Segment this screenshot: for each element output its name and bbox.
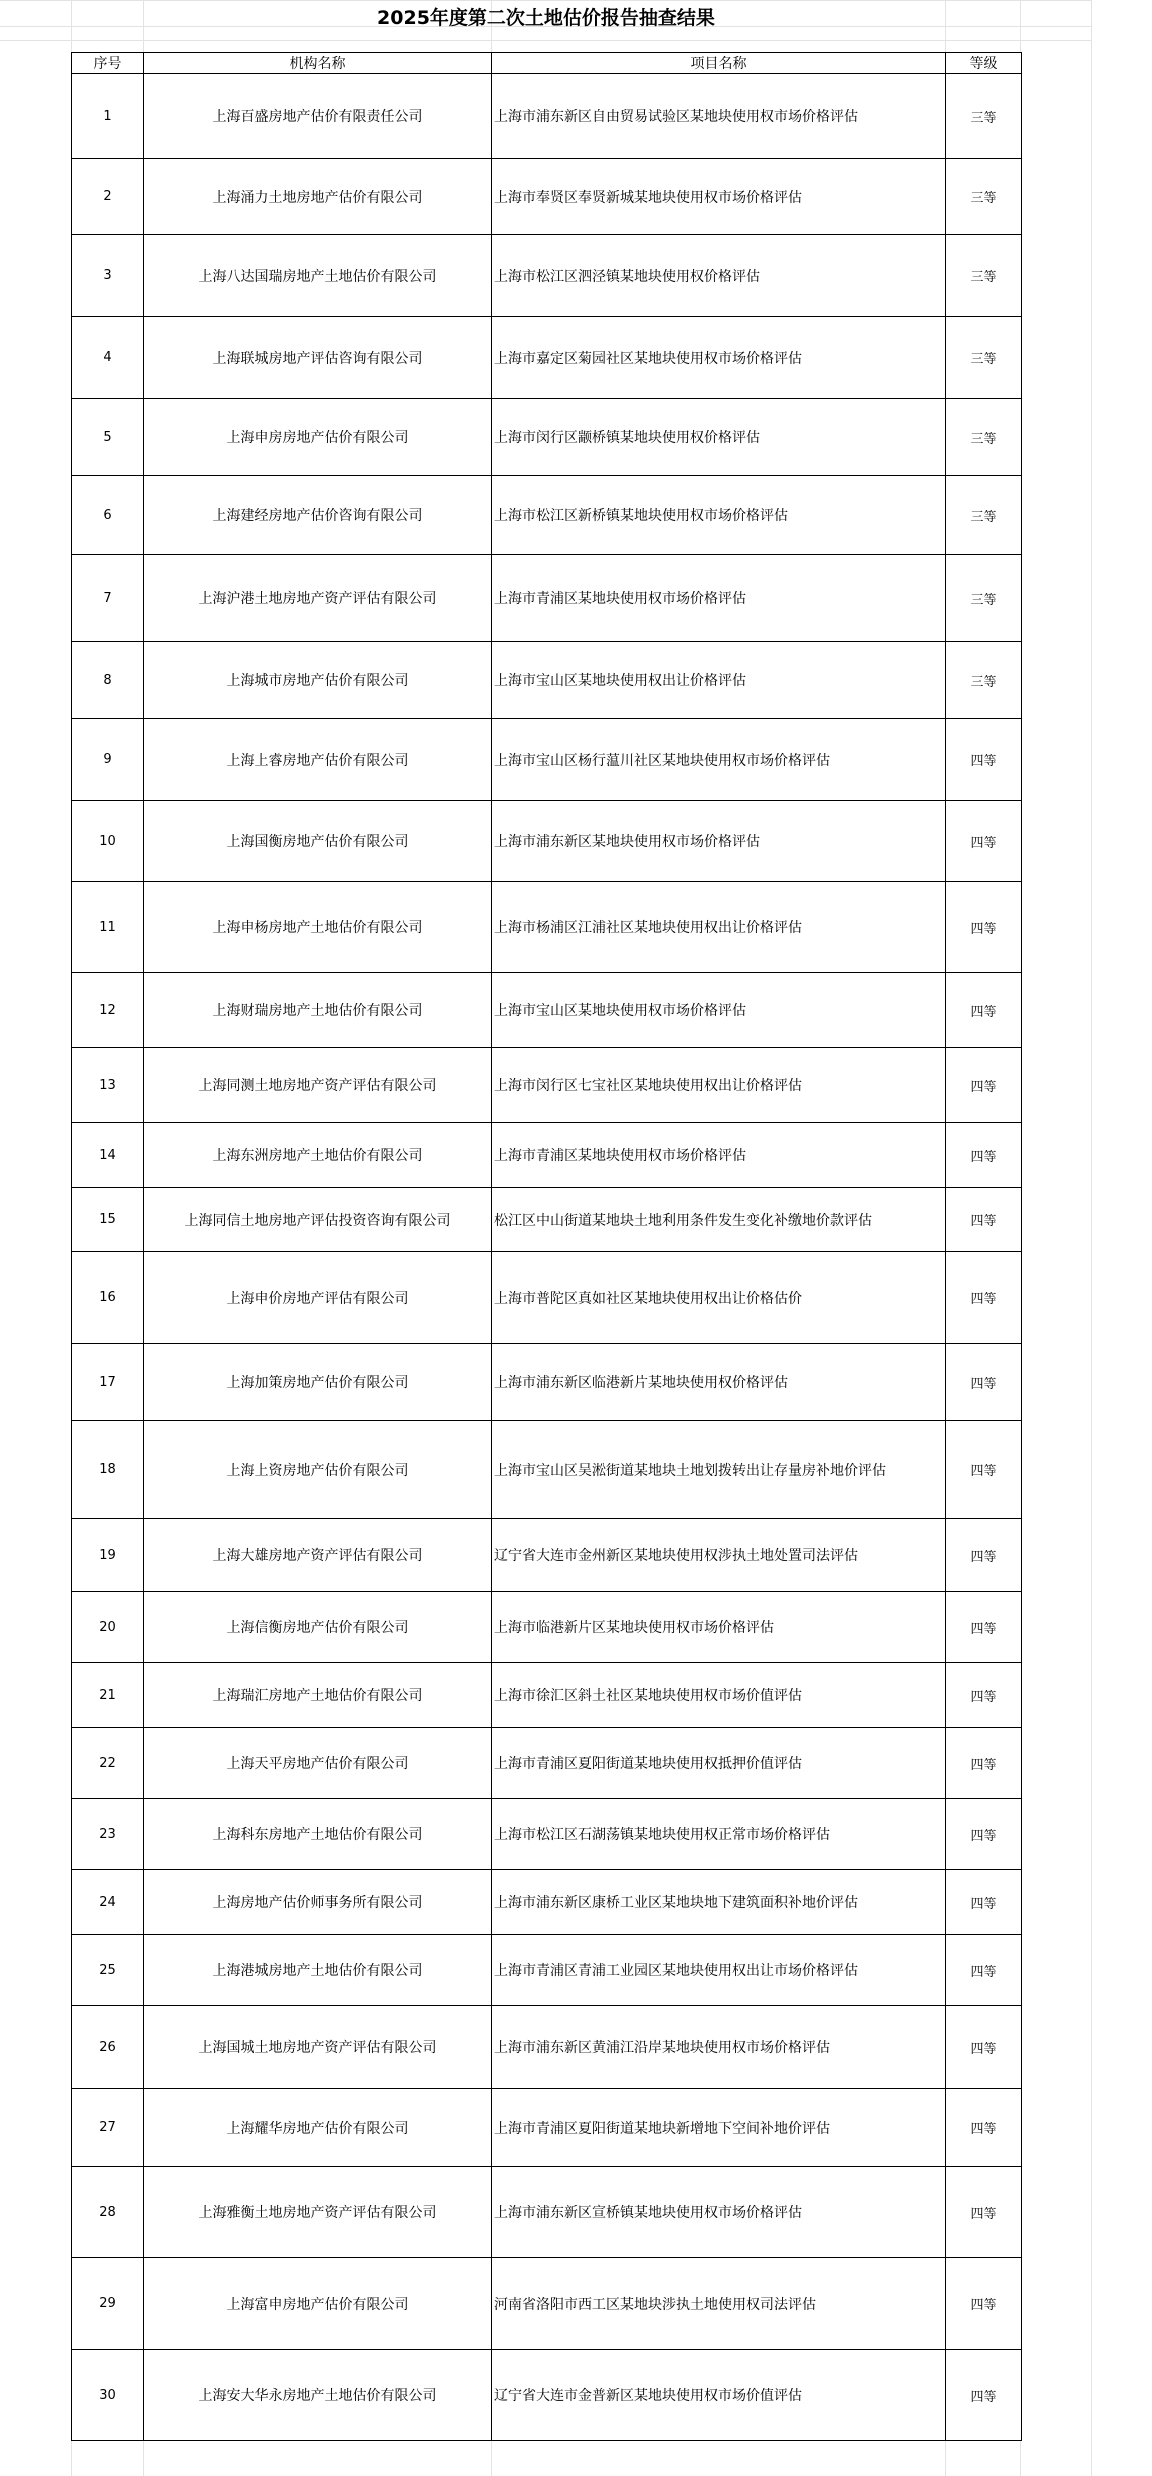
cell-org[interactable]: 上海港城房地产土地估价有限公司 [144, 1935, 492, 2006]
cell-grade[interactable]: 四等 [946, 2006, 1022, 2089]
cell-seq[interactable]: 3 [72, 235, 144, 317]
cell-seq[interactable]: 26 [72, 2006, 144, 2089]
cell-org[interactable]: 上海瑞汇房地产土地估价有限公司 [144, 1663, 492, 1728]
table-row [72, 1663, 1022, 1728]
cell-grade[interactable]: 四等 [946, 1048, 1022, 1123]
cell-project[interactable]: 上海市松江区新桥镇某地块使用权市场价格评估 [492, 476, 946, 555]
cell-grade[interactable]: 四等 [946, 2167, 1022, 2258]
cell-grade[interactable]: 四等 [946, 1519, 1022, 1592]
cell-project[interactable]: 上海市临港新片区某地块使用权市场价格评估 [492, 1592, 946, 1663]
cell-seq[interactable]: 6 [72, 476, 144, 555]
cell-grade[interactable]: 四等 [946, 882, 1022, 973]
table-row [72, 2167, 1022, 2258]
table-row [72, 882, 1022, 973]
cell-seq[interactable]: 16 [72, 1252, 144, 1344]
cell-org[interactable]: 上海安大华永房地产土地估价有限公司 [144, 2350, 492, 2441]
cell-seq[interactable]: 2 [72, 159, 144, 235]
table-row [72, 1870, 1022, 1935]
cell-project[interactable]: 上海市青浦区某地块使用权市场价格评估 [492, 555, 946, 642]
cell-grade[interactable]: 四等 [946, 801, 1022, 882]
cell-seq[interactable]: 10 [72, 801, 144, 882]
cell-project[interactable]: 上海市青浦区某地块使用权市场价格评估 [492, 1123, 946, 1188]
cell-org[interactable]: 上海加策房地产估价有限公司 [144, 1344, 492, 1421]
cell-project[interactable]: 上海市闵行区七宝社区某地块使用权出让价格评估 [492, 1048, 946, 1123]
cell-org[interactable]: 上海国衡房地产估价有限公司 [144, 801, 492, 882]
cell-project[interactable]: 上海市普陀区真如社区某地块使用权出让价格估价 [492, 1252, 946, 1344]
table-row [72, 1048, 1022, 1123]
cell-project[interactable]: 河南省洛阳市西工区某地块涉执土地使用权司法评估 [492, 2258, 946, 2350]
grid-line [0, 40, 1092, 41]
table-row [72, 555, 1022, 642]
cell-project[interactable]: 上海市浦东新区自由贸易试验区某地块使用权市场价格评估 [492, 74, 946, 159]
cell-org[interactable]: 上海财瑞房地产土地估价有限公司 [144, 973, 492, 1048]
cell-grade[interactable]: 四等 [946, 973, 1022, 1048]
cell-project[interactable]: 上海市宝山区某地块使用权出让价格评估 [492, 642, 946, 719]
header-grade[interactable]: 等级 [946, 53, 1022, 74]
cell-org[interactable]: 上海沪港土地房地产资产评估有限公司 [144, 555, 492, 642]
table-row [72, 973, 1022, 1048]
cell-seq[interactable]: 7 [72, 555, 144, 642]
cell-org[interactable]: 上海涌力土地房地产估价有限公司 [144, 159, 492, 235]
cell-grade[interactable]: 四等 [946, 719, 1022, 801]
cell-seq[interactable]: 20 [72, 1592, 144, 1663]
table-row [72, 2006, 1022, 2089]
cell-org[interactable]: 上海国城土地房地产资产评估有限公司 [144, 2006, 492, 2089]
table-row [72, 476, 1022, 555]
cell-seq[interactable]: 12 [72, 973, 144, 1048]
cell-grade[interactable]: 三等 [946, 399, 1022, 476]
cell-project[interactable]: 上海市浦东新区康桥工业区某地块地下建筑面积补地价评估 [492, 1870, 946, 1935]
cell-grade[interactable]: 四等 [946, 2258, 1022, 2350]
cell-seq[interactable]: 5 [72, 399, 144, 476]
cell-org[interactable]: 上海耀华房地产估价有限公司 [144, 2089, 492, 2167]
cell-project[interactable]: 上海市松江区泗泾镇某地块使用权价格评估 [492, 235, 946, 317]
table-row [72, 642, 1022, 719]
table-row [72, 1799, 1022, 1870]
cell-org[interactable]: 上海同测土地房地产资产评估有限公司 [144, 1048, 492, 1123]
table-row [72, 1519, 1022, 1592]
cell-org[interactable]: 上海雅衡土地房地产资产评估有限公司 [144, 2167, 492, 2258]
cell-project[interactable]: 上海市闵行区颛桥镇某地块使用权价格评估 [492, 399, 946, 476]
table-row [72, 235, 1022, 317]
cell-grade[interactable]: 三等 [946, 235, 1022, 317]
cell-project[interactable]: 上海市青浦区青浦工业园区某地块使用权出让市场价格评估 [492, 1935, 946, 2006]
table-row [72, 317, 1022, 399]
table-row [72, 1188, 1022, 1252]
cell-org[interactable]: 上海百盛房地产估价有限责任公司 [144, 74, 492, 159]
cell-project[interactable]: 上海市宝山区吴淞街道某地块土地划拨转出让存量房补地价评估 [492, 1421, 946, 1519]
results-table [71, 52, 1022, 2441]
cell-org[interactable]: 上海大雄房地产资产评估有限公司 [144, 1519, 492, 1592]
cell-project[interactable]: 上海市青浦区夏阳街道某地块使用权抵押价值评估 [492, 1728, 946, 1799]
cell-grade[interactable]: 三等 [946, 159, 1022, 235]
cell-seq[interactable]: 21 [72, 1663, 144, 1728]
cell-org[interactable]: 上海建经房地产估价咨询有限公司 [144, 476, 492, 555]
cell-project[interactable]: 上海市浦东新区某地块使用权市场价格评估 [492, 801, 946, 882]
cell-grade[interactable]: 四等 [946, 1123, 1022, 1188]
table-row [72, 719, 1022, 801]
cell-org[interactable]: 上海天平房地产估价有限公司 [144, 1728, 492, 1799]
table-row [72, 2089, 1022, 2167]
table-row [72, 801, 1022, 882]
cell-grade[interactable]: 四等 [946, 2089, 1022, 2167]
table-row [72, 1344, 1022, 1421]
cell-org[interactable]: 上海科东房地产土地估价有限公司 [144, 1799, 492, 1870]
cell-grade[interactable]: 四等 [946, 1935, 1022, 2006]
cell-org[interactable]: 上海申房房地产估价有限公司 [144, 399, 492, 476]
header-seq[interactable]: 序号 [72, 53, 144, 74]
cell-seq[interactable]: 14 [72, 1123, 144, 1188]
cell-org[interactable]: 上海同信土地房地产评估投资咨询有限公司 [144, 1188, 492, 1252]
cell-project[interactable]: 上海市嘉定区菊园社区某地块使用权市场价格评估 [492, 317, 946, 399]
cell-project[interactable]: 松江区中山街道某地块土地利用条件发生变化补缴地价款评估 [492, 1188, 946, 1252]
cell-project[interactable]: 上海市松江区石湖荡镇某地块使用权正常市场价格评估 [492, 1799, 946, 1870]
cell-org[interactable]: 上海东洲房地产土地估价有限公司 [144, 1123, 492, 1188]
cell-project[interactable]: 上海市青浦区夏阳街道某地块新增地下空间补地价评估 [492, 2089, 946, 2167]
cell-project[interactable]: 上海市浦东新区黄浦江沿岸某地块使用权市场价格评估 [492, 2006, 946, 2089]
cell-seq[interactable]: 28 [72, 2167, 144, 2258]
cell-project[interactable]: 上海市杨浦区江浦社区某地块使用权出让价格评估 [492, 882, 946, 973]
cell-seq[interactable]: 25 [72, 1935, 144, 2006]
cell-org[interactable]: 上海信衡房地产估价有限公司 [144, 1592, 492, 1663]
cell-grade[interactable]: 四等 [946, 1592, 1022, 1663]
cell-org[interactable]: 上海申杨房地产土地估价有限公司 [144, 882, 492, 973]
table-row [72, 1421, 1022, 1519]
sheet-title: 2025年度第二次土地估价报告抽查结果 [377, 6, 715, 29]
cell-org[interactable]: 上海八达国瑞房地产土地估价有限公司 [144, 235, 492, 317]
cell-grade[interactable]: 四等 [946, 1799, 1022, 1870]
table-row [72, 2258, 1022, 2350]
cell-seq[interactable]: 17 [72, 1344, 144, 1421]
cell-seq[interactable]: 27 [72, 2089, 144, 2167]
cell-project[interactable]: 上海市徐汇区斜土社区某地块使用权市场价值评估 [492, 1663, 946, 1728]
cell-org[interactable]: 上海上资房地产估价有限公司 [144, 1421, 492, 1519]
cell-grade[interactable]: 三等 [946, 476, 1022, 555]
table-row [72, 1123, 1022, 1188]
cell-grade[interactable]: 三等 [946, 74, 1022, 159]
table-row [72, 1728, 1022, 1799]
cell-project[interactable]: 上海市宝山区某地块使用权市场价格评估 [492, 973, 946, 1048]
cell-grade[interactable]: 四等 [946, 1663, 1022, 1728]
cell-seq[interactable]: 1 [72, 74, 144, 159]
cell-project[interactable]: 辽宁省大连市金普新区某地块使用权市场价值评估 [492, 2350, 946, 2441]
cell-grade[interactable]: 四等 [946, 1728, 1022, 1799]
cell-grade[interactable]: 四等 [946, 1421, 1022, 1519]
cell-seq[interactable]: 11 [72, 882, 144, 973]
cell-org[interactable]: 上海城市房地产估价有限公司 [144, 642, 492, 719]
cell-seq[interactable]: 29 [72, 2258, 144, 2350]
cell-seq[interactable]: 4 [72, 317, 144, 399]
table-row [72, 1935, 1022, 2006]
cell-org[interactable]: 上海申价房地产评估有限公司 [144, 1252, 492, 1344]
cell-project[interactable]: 上海市宝山区杨行蕰川社区某地块使用权市场价格评估 [492, 719, 946, 801]
table-row [72, 2350, 1022, 2441]
header-row [72, 53, 1022, 74]
cell-grade[interactable]: 四等 [946, 1344, 1022, 1421]
cell-org[interactable]: 上海上睿房地产估价有限公司 [144, 719, 492, 801]
cell-seq[interactable]: 8 [72, 642, 144, 719]
table-row [72, 1252, 1022, 1344]
cell-org[interactable]: 上海联城房地产评估咨询有限公司 [144, 317, 492, 399]
cell-grade[interactable]: 四等 [946, 2350, 1022, 2441]
table-row [72, 74, 1022, 159]
cell-grade[interactable]: 四等 [946, 1252, 1022, 1344]
cell-project[interactable]: 上海市奉贤区奉贤新城某地块使用权市场价格评估 [492, 159, 946, 235]
cell-grade[interactable]: 三等 [946, 642, 1022, 719]
grid-line [1091, 0, 1092, 2476]
cell-seq[interactable]: 18 [72, 1421, 144, 1519]
cell-project[interactable]: 辽宁省大连市金州新区某地块使用权涉执土地处置司法评估 [492, 1519, 946, 1592]
table-row [72, 159, 1022, 235]
cell-grade[interactable]: 三等 [946, 555, 1022, 642]
cell-seq[interactable]: 22 [72, 1728, 144, 1799]
cell-seq[interactable]: 30 [72, 2350, 144, 2441]
header-project[interactable]: 项目名称 [492, 53, 946, 74]
cell-grade[interactable]: 四等 [946, 1188, 1022, 1252]
cell-project[interactable]: 上海市浦东新区宣桥镇某地块使用权市场价格评估 [492, 2167, 946, 2258]
header-org[interactable]: 机构名称 [144, 53, 492, 74]
cell-seq[interactable]: 24 [72, 1870, 144, 1935]
cell-project[interactable]: 上海市浦东新区临港新片某地块使用权价格评估 [492, 1344, 946, 1421]
table-row [72, 399, 1022, 476]
cell-org[interactable]: 上海富申房地产估价有限公司 [144, 2258, 492, 2350]
cell-seq[interactable]: 15 [72, 1188, 144, 1252]
cell-seq[interactable]: 23 [72, 1799, 144, 1870]
cell-grade[interactable]: 三等 [946, 317, 1022, 399]
cell-seq[interactable]: 13 [72, 1048, 144, 1123]
cell-grade[interactable]: 四等 [946, 1870, 1022, 1935]
cell-seq[interactable]: 9 [72, 719, 144, 801]
cell-seq[interactable]: 19 [72, 1519, 144, 1592]
cell-org[interactable]: 上海房地产估价师事务所有限公司 [144, 1870, 492, 1935]
table-row [72, 1592, 1022, 1663]
